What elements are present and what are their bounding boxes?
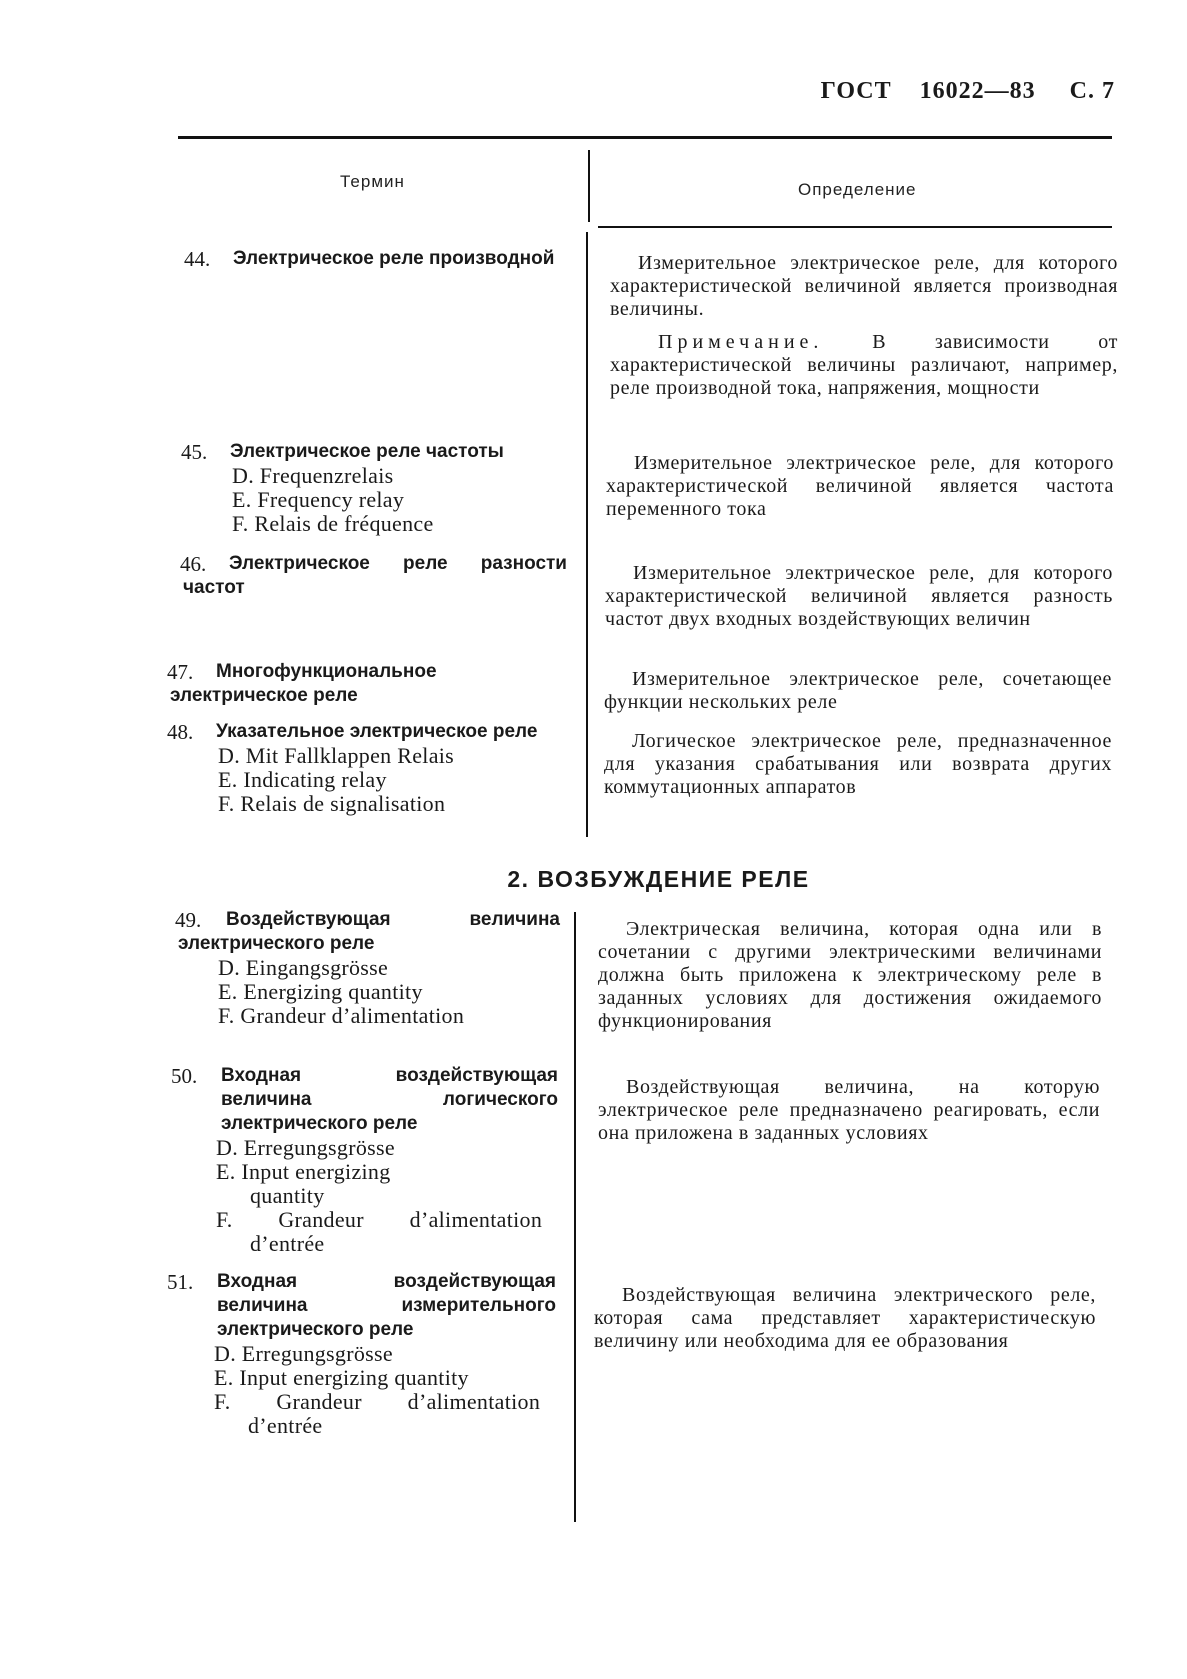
- standard-number: 16022—83: [919, 78, 1036, 104]
- table-top-rule: [178, 136, 1112, 139]
- foreign-equivalent-en: E. Energizing quantity: [218, 979, 423, 1004]
- term-title: Входная воздействующая величина измерительного электрического реле: [217, 1271, 556, 1340]
- foreign-equivalent-en: E. Input energizing: [216, 1159, 391, 1184]
- column-heading-term: Термин: [340, 172, 405, 191]
- definition-entry-47: [604, 668, 1112, 714]
- definition-text: Электрическая величина, которая одна или в сочетании с другими электрическими величинами должна быть приложена к электрическому реле в заданных условиях для достижения ожидаемого функционирования: [598, 918, 1102, 1032]
- term-title: Указательное электрическое реле: [216, 721, 538, 742]
- foreign-equivalent-fr: F. Grandeur d’alimentation: [218, 1003, 465, 1028]
- definition-text: Измерительное электрическое реле, для которого характеристической величиной является разность частот двух входных воздействующих величин: [605, 562, 1113, 630]
- term-entry-51: [167, 1270, 556, 1438]
- definition-entry-50: [598, 1076, 1100, 1145]
- foreign-equivalent-fr: F. Grandeur d’alimentation: [214, 1389, 541, 1414]
- term-entry-45: [181, 440, 556, 536]
- page-number: С. 7: [1069, 78, 1115, 104]
- term-entry-50: [171, 1064, 558, 1256]
- term-title: Электрическое реле разности частот: [183, 553, 567, 598]
- column-heading-definition: Определение: [798, 180, 917, 199]
- term-title: Воздействующая величина электрического реле: [178, 909, 560, 954]
- foreign-equivalent-de: D. Eingangsgrösse: [218, 955, 389, 980]
- term-number: 49.: [175, 908, 202, 932]
- page-header: [821, 78, 1115, 105]
- table-header-rule: [598, 226, 1112, 228]
- definition-entry-48: [604, 730, 1112, 799]
- note-text: В зависимости от характеристической величины различают, например, реле производной тока, напряжения, мощности: [610, 331, 1118, 399]
- column-divider-upper: [588, 150, 590, 222]
- foreign-equivalent-fr: F. Relais de signalisation: [218, 791, 446, 816]
- foreign-equivalent-fr: F. Grandeur d’alimentation: [216, 1207, 543, 1232]
- standard-label: ГОСТ: [820, 78, 892, 104]
- term-title: Электрическое реле производной: [233, 248, 555, 269]
- foreign-equivalent-de: D. Erregungsgrösse: [214, 1341, 393, 1366]
- term-title: Электрическое реле частоты: [230, 441, 504, 462]
- term-number: 45.: [181, 440, 208, 464]
- definition-text: Воздействующая величина, на которую электрическое реле предназначено реагировать, если она приложена в заданных условиях: [598, 1076, 1100, 1144]
- term-title: Многофункциональное электрическое реле: [170, 661, 437, 706]
- term-entry-46: [180, 552, 567, 600]
- term-number: 50.: [171, 1064, 198, 1088]
- term-entry-47: [167, 660, 566, 708]
- definition-text: Логическое электрическое реле, предназначенное для указания срабатывания или возврата других коммутационных аппаратов: [604, 730, 1112, 798]
- term-entry-44: [184, 247, 572, 271]
- definition-entry-51: [594, 1284, 1096, 1353]
- section-heading: 2. ВОЗБУЖДЕНИЕ РЕЛЕ: [507, 866, 810, 892]
- definition-text: Измерительное электрическое реле, для которого характеристической величиной является частота переменного тока: [606, 452, 1114, 520]
- foreign-equivalent-fr: F. Relais de fréquence: [232, 511, 434, 536]
- definition-entry-44: [610, 252, 1118, 400]
- foreign-equivalent-en: E. Frequency relay: [232, 487, 405, 512]
- foreign-equivalent-en: E. Indicating relay: [218, 767, 387, 792]
- foreign-equivalent-de: D. Mit Fallklappen Relais: [218, 743, 455, 768]
- note-label: Примечание.: [658, 331, 824, 353]
- definition-entry-45: [606, 452, 1114, 521]
- definition-entry-49: [598, 918, 1102, 1033]
- definition-entry-46: [605, 562, 1113, 631]
- foreign-equivalent-fr-continued: d’entrée: [250, 1231, 325, 1256]
- foreign-equivalent-en: E. Input energizing quantity: [214, 1365, 469, 1390]
- definition-text: Измерительное электрическое реле, для которого характеристической величиной является производная величины.: [610, 252, 1118, 320]
- column-divider-body: [586, 232, 588, 837]
- term-number: 47.: [167, 660, 194, 684]
- note-paragraph: [610, 331, 1118, 400]
- term-entry-48: [167, 720, 564, 816]
- foreign-equivalent-de: D. Erregungsgrösse: [216, 1135, 395, 1160]
- definition-text: Измерительное электрическое реле, сочетающее функции нескольких реле: [604, 668, 1112, 713]
- term-number: 44.: [184, 247, 211, 271]
- foreign-equivalent-en-continued: quantity: [250, 1183, 325, 1208]
- term-number: 46.: [180, 552, 207, 576]
- definition-text: Воздействующая величина электрического реле, которая сама представляет характеристическую величину или необходима для ее образования: [594, 1284, 1096, 1352]
- term-entry-49: [175, 908, 560, 1028]
- foreign-equivalent-fr-continued: d’entrée: [248, 1413, 323, 1438]
- term-number: 48.: [167, 720, 194, 744]
- term-number: 51.: [167, 1270, 194, 1294]
- term-title: Входная воздействующая величина логического электрического реле: [221, 1065, 558, 1134]
- column-divider-lower: [574, 912, 576, 1522]
- foreign-equivalent-de: D. Frequenzrelais: [232, 463, 394, 488]
